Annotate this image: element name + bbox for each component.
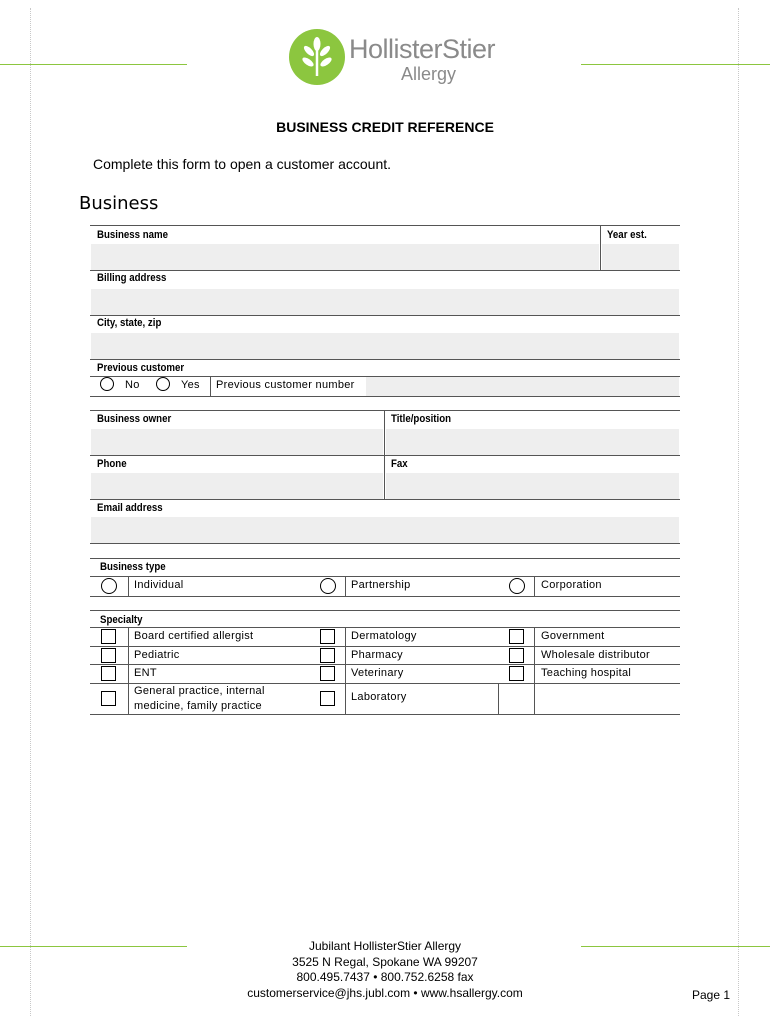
- city-state-zip-label: City, state, zip: [97, 317, 162, 329]
- previous-customer-label: Previous customer: [97, 362, 185, 374]
- business-type-option: Partnership: [351, 579, 411, 591]
- rule: [90, 627, 680, 628]
- previous-customer-yes-radio[interactable]: [156, 377, 170, 391]
- divider: [600, 225, 601, 271]
- header-rule-right: [581, 64, 770, 65]
- specialty-option: Veterinary: [351, 667, 404, 679]
- rule: [90, 610, 680, 611]
- business-type-label: Business type: [100, 561, 166, 573]
- footer: [0, 939, 770, 1001]
- billing-address-field[interactable]: [91, 289, 679, 315]
- rule: [90, 543, 680, 544]
- divider: [534, 627, 535, 714]
- no-label: No: [125, 379, 140, 391]
- title-position-label: Title/position: [391, 413, 452, 425]
- specialty-checkbox[interactable]: [101, 691, 116, 706]
- specialty-option: General practice, internal: [134, 685, 265, 697]
- brand-sub: Allergy: [401, 64, 457, 84]
- previous-customer-number-field[interactable]: [366, 377, 679, 396]
- logo-icon: [289, 29, 345, 85]
- footer-address: 3525 N Regal, Spokane WA 99207: [292, 954, 478, 969]
- rule: [90, 683, 680, 684]
- specialty-checkbox[interactable]: [101, 648, 116, 663]
- footer-phones: 800.495.7437 • 800.752.6258 fax: [296, 970, 474, 984]
- page-margin-left: [30, 8, 31, 1016]
- year-est-label: Year est.: [607, 229, 647, 241]
- brand-name: HollisterStier: [349, 34, 496, 64]
- section-title: Business: [79, 193, 159, 214]
- email-field[interactable]: [91, 517, 679, 543]
- specialty-option: Dermatology: [351, 630, 417, 642]
- phone-field[interactable]: [91, 473, 383, 499]
- specialty-option: Pediatric: [134, 649, 180, 661]
- rule: [90, 596, 680, 597]
- fax-label: Fax: [391, 458, 408, 470]
- rule: [90, 270, 680, 271]
- specialty-checkbox[interactable]: [320, 691, 335, 706]
- business-type-corporation-radio[interactable]: [509, 578, 525, 594]
- rule: [90, 410, 680, 411]
- footer-contact: customerservice@jhs.jubl.com • www.hsallergy.com: [247, 985, 523, 1000]
- title-position-field[interactable]: [386, 429, 679, 455]
- specialty-option: Wholesale distributor: [541, 649, 651, 661]
- specialty-option: Pharmacy: [351, 649, 403, 661]
- divider: [210, 376, 211, 396]
- specialty-option: Laboratory: [351, 691, 407, 703]
- phone-label: Phone: [97, 458, 127, 470]
- footer-company: Jubilant HollisterStier Allergy: [308, 939, 462, 953]
- divider: [345, 627, 346, 714]
- divider: [128, 627, 129, 714]
- page-title: BUSINESS CREDIT REFERENCE: [276, 119, 494, 135]
- specialty-option: ENT: [134, 667, 157, 679]
- fax-field[interactable]: [386, 473, 679, 499]
- rule: [90, 664, 680, 665]
- page-number: Page 1: [692, 988, 731, 1002]
- rule: [90, 359, 680, 360]
- previous-customer-no-radio[interactable]: [100, 377, 114, 391]
- business-type-partnership-radio[interactable]: [320, 578, 336, 594]
- rule: [90, 225, 680, 226]
- rule: [90, 396, 680, 397]
- divider: [534, 576, 535, 596]
- specialty-checkbox[interactable]: [101, 629, 116, 644]
- specialty-option: Government: [541, 630, 605, 642]
- specialty-option: Board certified allergist: [134, 630, 254, 642]
- intro-text: Complete this form to open a customer account.: [93, 156, 392, 172]
- business-type-option: Corporation: [541, 579, 602, 591]
- specialty-checkbox[interactable]: [101, 666, 116, 681]
- specialty-checkbox[interactable]: [320, 648, 335, 663]
- specialty-checkbox[interactable]: [320, 629, 335, 644]
- yes-label: Yes: [181, 379, 200, 391]
- specialty-checkbox[interactable]: [320, 666, 335, 681]
- rule: [90, 646, 680, 647]
- specialty-checkbox[interactable]: [509, 629, 524, 644]
- city-state-zip-field[interactable]: [91, 333, 679, 359]
- rule: [90, 714, 680, 715]
- divider: [128, 576, 129, 596]
- specialty-checkbox[interactable]: [509, 648, 524, 663]
- email-label: Email address: [97, 502, 163, 514]
- rule: [90, 315, 680, 316]
- business-owner-field[interactable]: [91, 429, 383, 455]
- business-name-field[interactable]: [91, 244, 599, 270]
- business-name-label: Business name: [97, 229, 169, 241]
- specialty-label: Specialty: [100, 614, 143, 626]
- rule: [90, 558, 680, 559]
- previous-customer-number-label: Previous customer number: [216, 379, 355, 391]
- specialty-option: Teaching hospital: [541, 667, 632, 679]
- business-type-individual-radio[interactable]: [101, 578, 117, 594]
- rule: [90, 455, 680, 456]
- specialty-option: medicine, family practice: [134, 700, 262, 712]
- header-rule-left: [0, 64, 187, 65]
- billing-address-label: Billing address: [97, 272, 167, 284]
- year-est-field[interactable]: [602, 244, 679, 270]
- divider: [498, 683, 499, 714]
- page-margin-right: [738, 8, 739, 1016]
- rule: [90, 576, 680, 577]
- business-type-option: Individual: [134, 579, 184, 591]
- divider: [345, 576, 346, 596]
- specialty-checkbox[interactable]: [509, 666, 524, 681]
- rule: [90, 499, 680, 500]
- business-owner-label: Business owner: [97, 413, 172, 425]
